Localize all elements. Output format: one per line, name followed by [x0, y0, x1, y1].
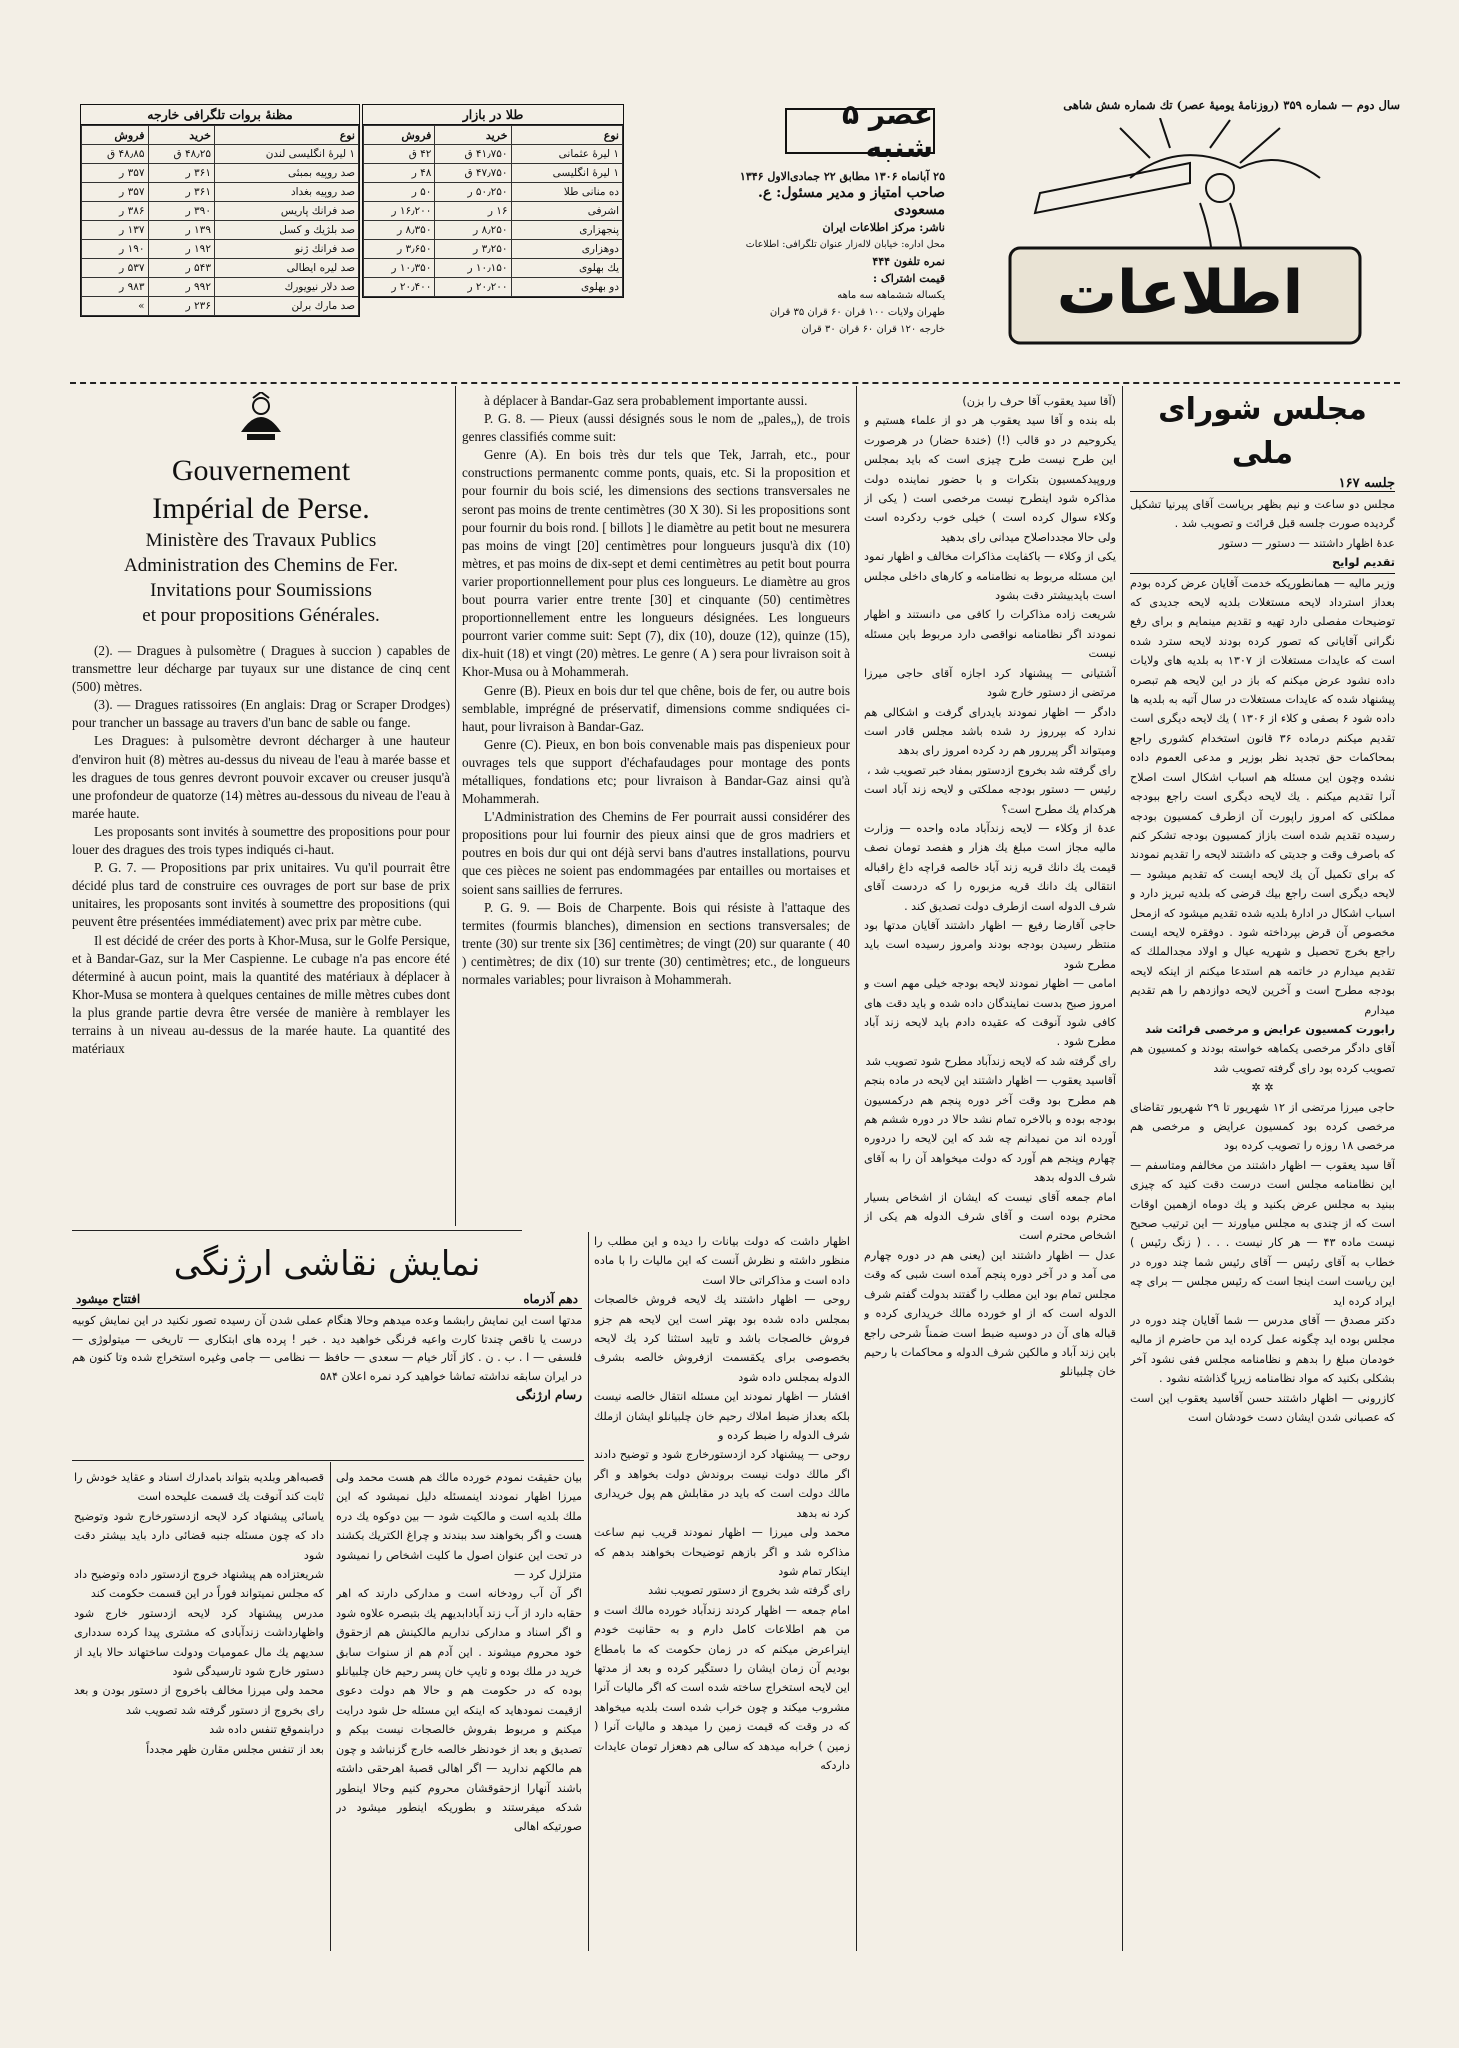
table-cell: ۴۸٫۲۵ ق	[148, 145, 214, 164]
day-title-box	[785, 98, 935, 164]
majlis-body	[1130, 495, 1395, 1428]
exhibition-opening: افتتاح میشود	[76, 1292, 141, 1306]
french-notice-continued	[462, 392, 850, 1222]
table-cell: ۲۰٫۲۰۰ ر	[435, 278, 511, 297]
paragraph: عدهٔ از وکلاء — لایحه زندآباد ماده واحده — وزارت مالیه مجاز است مبلغ یك هزار و هفصد تومان نصف قیمت یك دانك قریه زند آباد خالصه قراچه داغ راقباله انتقالی یك دانك قریه مزبوره را که دردست آقای شرف الدوله است ازطرف دولت تصدیق کند .	[864, 821, 1116, 913]
table-cell: ۴۸ ر	[364, 164, 435, 183]
paragraph: امامی — اظهار نمودند لایحه بودجه خیلی مهم است و امروز صبح بدست نمایندگان داده شده و باید دقت های کافی شود آنوقت که عقیده دادم باید لایحه زند آباد مطرح شود .	[864, 977, 1116, 1049]
table-cell: صد بلژیك و کسل	[214, 221, 358, 240]
table-cell: ۱۰٫۱۵۰ ر	[435, 259, 511, 278]
paragraph: P. G. 7. — Propositions par prix unitaires. Vu qu'il pourrait être décidé plus tard de construire ces ouvrages de port sur base de prix unitaires, les proposants sont invités à soumettre des propositions (qui peuvent être présentées immédiatement) avec prix par mètre cube.	[72, 860, 450, 930]
ornament-icon: ✲ ✲	[1251, 1081, 1274, 1095]
table-row	[364, 183, 623, 202]
table-cell: ۵۳۷ ر	[82, 259, 149, 278]
table-cell: ۱۶٫۲۰۰ ر	[364, 202, 435, 221]
paragraph: کازرونی — اظهار داشتند حسن آقاسید یعقوب این است که عصبانی شدن ایشان دست خودشان است	[1130, 1391, 1395, 1425]
table-cell: ده منانی طلا	[511, 183, 622, 202]
table-cell: ۳۵۷ ر	[82, 183, 149, 202]
paragraph: رئیس — دستور بودجه مملکتی و لایحه زند آباد است هرکدام یك مطرح است؟	[864, 783, 1116, 816]
paragraph: شریعت زاده مذاکرات را کافی می دانستند و اظهار نمودند اگر نظامنامه نواقصی دارد مربوط باین مسئله نیست	[864, 608, 1116, 661]
paragraph: محمد ولی میرزا — اظهار نمودند قریب نیم ساعت مذاکره شد و اگر بازهم توضیحات بخواهند بدهم که اینکار تمام شود	[594, 1526, 850, 1578]
table-row	[82, 145, 359, 164]
debate-column-4-body	[336, 1468, 582, 1837]
table-row	[364, 145, 623, 164]
paragraph: مدرس پیشنهاد کرد لایحه ازدستور خارج شود واظهارداشت زندآبادی که مشتری پیدا کرده سدداری سدیهم یك مال عمومیات ودولت ساختهاند حالا باید از دستور خارج شود تارسیدگی شود	[74, 1606, 324, 1679]
date-line: ۲۵ آبانماه ۱۳۰۶ مطابق ۲۲ جمادی‌الاول ۱۳۴۶	[739, 170, 945, 183]
paragraph: وزیر مالیه — همانطوریکه خدمت آقایان عرض کرده بودم بعداز استرداد لایحه مستغلات بلدیه لایحه جدیدی که توضیحات مفصلی دارد تهیه و تقدیم مینمایم و برای رفع نگرانی آقایانی که تصور کرده بودند لایحه سترد شده است که عایدات مستغلات از ۱۳۰۷ به بلدیه های ولایات داده نشود عرض میکنم که باز در این لایحه هم تبصره پیشنهاد شده که عایدات مستغلات در سال آتیه به بلدیه ها داده شود ۶ بصفی و کلاء از ۱۳۰۶ ) یك لایحه دیگری است تقدیم میکنم درماده ۳۶ قانون استخدام کشوری راجع بمحاکمات حق تجدید نظر بوزیر و مدعی العموم داده نشده وچون این مسئله هم اسباب اشکال است اصلاح آنرا تقدیم میکنم . یك لایحه دیگری است راجع ببودجه مملکتی که امروز راپورت آن ازطرف کمسیون بودجه رسیده تقدیم شده است بازاز کمسیون بودجه تشکر کنم که باصرف وقت و جدیتی که داشتند لایحه را تقدیم نمودند که برای تکمیل آن یك لایحه ایست که تقدیم میشود — لایحه دیگری است راجع بیك قرضی که بلدیه تبریز دارد و اسباب اشکال در ادارهٔ بلدیه شده تقدیم میشود که ازمحل مخصوص آن قرض بپرداخته شود . دوفقره لایحه ایست راجع بخرج تحصیل و شهریه عیال و اولاد مجدالملك که تقدیم میدارم در خاتمه هم استدعا میکنم از اینکه لایحه بودجه مطرح است و آخرین لایحه دوازدهم را هم تقدیم میدارم	[1130, 576, 1395, 1017]
paragraph: مجلس دو ساعت و نیم بظهر بریاست آقای پیرنیا تشکیل گردیده صورت جلسه قبل قرائت و تصویب شد .	[1130, 498, 1395, 531]
paragraph: یکی از وکلاء — باکفایت مذاکرات مخالف و اظهار نمود این مسئله مربوط به نظامنامه و کارهای داخلی مجلس است بایدبیشتر دقت بشود	[864, 550, 1116, 603]
majlis-title: مجلس شورای ملی	[1158, 392, 1367, 471]
paragraph: روحی — پیشنهاد کرد ازدستورخارج شود و توضیح دادند اگر مالك دولت نیست بروندش دولت بخواهد و اگر مالك دولت است که باید در مقابلش هم پول خریداری کرد نه بدهد	[594, 1448, 850, 1520]
gold-price-table	[362, 104, 624, 298]
table-row	[82, 183, 359, 202]
debate-column-3	[594, 1232, 850, 1947]
table-cell: »	[82, 297, 149, 316]
paragraph: à déplacer à Bandar-Gaz sera probablement importante aussi.	[484, 393, 808, 408]
paragraph: عدهٔ اظهار داشتند — دستور — دستور	[1218, 536, 1395, 550]
table-row	[82, 164, 359, 183]
issue-line: سال دوم — شماره ۳۵۹ (روزنامهٔ یومیهٔ عصر) تك شماره شش شاهی	[1063, 98, 1400, 112]
column-rule	[856, 386, 857, 1951]
office-line: محل اداره: خیابان لاله‌زار عنوان تلگرافی: اطلاعات	[745, 239, 945, 250]
paragraph: درابنموقع تنفس داده شد	[209, 1723, 324, 1737]
table-row	[364, 278, 623, 297]
table-cell: ۹۸۳ ر	[82, 278, 149, 297]
paragraph: حاجی میرزا مرتضی از ۱۲ شهریور تا ۲۹ شهریور تقاضای مرخصی کرده بود کمسیون عرایض و مرخصی هم مرخصی ۱۸ روزه را تصویب کرده بود	[1130, 1100, 1395, 1153]
table-row	[364, 259, 623, 278]
table-cell: صد دلار نیویورك	[214, 278, 358, 297]
table-cell: ۱۳۹ ر	[148, 221, 214, 240]
table-cell: صد فرانك ژنو	[214, 240, 358, 259]
subscription-abroad: خارجه ۱۲۰ قران ۶۰ قران ۳۰ قران	[801, 324, 945, 335]
section-heading: تقدیم لوایح	[1130, 553, 1395, 573]
debate-column-2-body	[864, 392, 1116, 1382]
paragraph: (2). — Dragues à pulsomètre ( Dragues à succion ) capables de transmettre leur décharge par tuyaux sur une distance de cinq cent (500) mètres.	[72, 643, 450, 695]
table-cell: ۹۹۲ ر	[148, 278, 214, 297]
table-cell: ۸٫۲۵۰ ر	[435, 221, 511, 240]
table-cell: صد مارك برلن	[214, 297, 358, 316]
debate-column-2	[864, 392, 1116, 1947]
table-cell: صد لیره ایطالی	[214, 259, 358, 278]
paragraph: Il est décidé de créer des ports à Khor-Musa, sur le Golfe Persique, et à Bandar-Gaz, sur la Mer Caspienne. Le cubage n'a pas encore été déterminé à aucun point, mais la quantité des matériaux à déplacer à Khor-Musa se montera à quelques centaines de mille mètres cubes dont la plus grande partie devra être versée de manière à remblayer les terrains à un niveau au-dessus de la marée haute. La quantité des matériaux	[72, 932, 450, 1057]
paragraph: اگر آن آب رودخانه است و مدارکی دارند که اهر حقابه دارد از آب زند آبادابدیهم یك بتبصره علاوه شود و اگر اسناد و مدارکی نداریم مالکینش هم ازحقوق خود محروم میشوند . این آدم هم از سنوات سابق خرید در ملك بوده و تایپ خان پسر رحیم خان چلبیانلو بوده که در حکومت هم و حالا هم دولت دعوی ازقیمت نمودهاید که اینکه این مسئله حل شود درایت میکنم و مربوط بفروش خالصجات نیست بیکم و تصدیق و بعد از خودنظر خالصه خارج گزنباشد و چون هم مالکهم ندارید — اگر اهالی قصبهٔ اهرحقی داشته باشند آنهارا ازحقوقشان محروم کنیم وحالا اینطور شدکه میفرستند و بطوریکه اینطور میشود در صورتیکه اهالی	[336, 1587, 582, 1834]
table-cell: ۱۹۲ ر	[148, 240, 214, 259]
table-cell: ۴۲ ق	[364, 145, 435, 164]
exhibition-signature: رسام ارژنگی	[515, 1388, 582, 1402]
debate-column-4	[336, 1468, 582, 1948]
table-row	[364, 221, 623, 240]
paragraph: رابورت کمسیون عرایض و مرخصی قرائت شد	[1145, 1022, 1395, 1036]
exhibition-ad	[72, 1236, 582, 1458]
gold-table-header	[364, 126, 623, 145]
majlis-column	[1130, 388, 1395, 1948]
table-row	[82, 297, 359, 316]
table-cell: ۳۶۱ ر	[148, 164, 214, 183]
table-cell: ۴۱٫۷۵۰ ق	[435, 145, 511, 164]
gold-table-grid	[363, 125, 623, 297]
exhibition-body: مدتها است این نمایش رابشما وعده میدهم وحالا هنگام عملی شدن آن رسیده تصور نکنید در این نمایش کوبیه درست یا ناقص چندتا کارت واعیه فرنگی خواهید دید . خیر ! پرده های ابتکاری — تاریخی — میتولوژی — فلسفی — ا . ب . ن . کاز آثار خیام — سعدی — حافظ — نظامی — جامی وغیره استخراج شده وتا کنون هم در ایران سابقه نداشته تماشا خواهید کرد نمره اعلان ۵۸۴	[72, 1314, 582, 1383]
masthead	[70, 90, 1400, 382]
paragraph: Les proposants sont invités à soumettre des propositions pour pour louer des dragues des trois types indiqués ci-haut.	[72, 823, 450, 858]
exchange-table-header	[82, 126, 359, 145]
persian-coat-of-arms-icon	[72, 392, 450, 452]
paragraph: بیان حقیقت نمودم خورده مالك هم هست محمد ولی میرزا اظهار نمودند اینمسئله دلیل نمیشود که این ملك بلدیه است و مالکیت شود — بین دوکوه یك دره هست و اگر بخواهند سد ببندند و چراغ الکتریك بکشند در تحت این عنوان اصول ما کلیت اشخاص را نمیشود متزلزل کرد —	[336, 1471, 582, 1582]
notice-sub-1: Ministère des Travaux Publics	[145, 530, 377, 551]
section-divider	[72, 1230, 522, 1231]
paragraph: رای گرفته شد بخروج ازدستور بمفاد خبر تصویب شد ،	[867, 763, 1116, 777]
masthead-divider	[70, 382, 1400, 384]
notice-sub-4: et pour propositions Générales.	[142, 605, 380, 626]
paragraph: شریعتزاده هم پیشنهاد خروج ازدستور داده وتوضیح داد که مجلس نمیتواند فوراً در این قسمت حکومت کند	[74, 1568, 324, 1601]
table-cell: ۳۵۷ ر	[82, 164, 149, 183]
paragraph: Genre (B). Pieux en bois dur tel que chêne, bois de fer, ou autre bois semblable, imprégné de préservatif, dimensions comme sndiquées ci-haut, pour livraison à Bandar-Gaz.	[462, 682, 850, 734]
phone-line: نمره تلفون ۴۴۴	[872, 255, 945, 268]
paragraph: امام جمعه — اظهار کردند زندآباد خورده مالك است و من هم اطلاعات کامل دارم و به حقانیت خودم اینراعرض میکنم که در زمان حکومت که ما بامطاع بودیم آن زمان ایشان را دستگیر کرده و بعد از مدتها این لایحه استخراج ساخته شده است که اگر مالیات آنرا مشروب میکند و چون خراب شده است بلدیه میخواهد که در وقت که قیمت زمین را میدهد و مالیات آنرا ( زمین ) خرابه میدهد که سالی هم دهعزار تومان عایدات داردکه	[594, 1603, 850, 1772]
paragraph: قصبه‌اهر وبلدیه بتواند بامدارك اسناد و عقاید خودش را ثابت کند آنوقت یك قسمت علیحده است	[74, 1471, 324, 1504]
gold-col-type: نوع	[511, 126, 622, 145]
notice-sub-2: Administration des Chemins de Fer.	[124, 555, 398, 576]
table-row	[82, 240, 359, 259]
logo	[980, 118, 1380, 358]
column-rule	[1122, 386, 1123, 1951]
table-row	[364, 240, 623, 259]
paragraph: روحی — اظهار داشتند یك لایحه فروش خالصجات بمجلس داده شده بود بهتر است این لایحه هم جزو فروش خالصجات باشد و تایید استثنا کرد یك لایحه بخصوصی برای یکقسمت ازفروش خالصه بشرف الدوله بمجلس داده شود	[594, 1293, 850, 1384]
exchange-table-grid	[81, 125, 359, 316]
paragraph: L'Administration des Chemins de Fer pourrait aussi considérer des propositions pour lui fournir des pieux ainsi que de gros madriers et poutres en bois dur qui ont déjà servi bans d'autres installations, pourvu que ces pièces ne soient pas endommagées par entailles ou mortaises et soient sans saillies de ferrures.	[462, 809, 850, 897]
paragraph: رای گرفته شد که لایحه زندآباد مطرح شود تصویب شد	[865, 1054, 1116, 1068]
french-notice	[72, 392, 450, 1222]
table-row	[82, 202, 359, 221]
table-cell: صد روپیه بغداد	[214, 183, 358, 202]
table-cell: صد روپیه بمبئی	[214, 164, 358, 183]
debate-column-5	[74, 1468, 324, 1948]
notice-title-2: Impérial de Perse.	[152, 492, 370, 525]
table-cell: ۸٫۳۵۰ ر	[364, 221, 435, 240]
exchange-rate-table	[80, 104, 360, 317]
column-rule	[455, 386, 456, 1226]
exhibition-title: نمایش نقاشی ارژنگی	[173, 1244, 481, 1284]
notice-title-1: Gouvernement	[171, 454, 351, 487]
paragraph: P. G. 9. — Bois de Charpente. Bois qui résiste à l'attaque des termites (fourmis blanches), dimension en sections transversales; de trente (30) sur trente six [36] centimètres; de vingt (20) sur quarante ( 40 ) centimètres; de dix (10) sur trente (30) centimètres; etc., de longueurs normales variables; pour livraison à Mohammerah.	[462, 899, 850, 987]
paragraph: افشار — اظهار نمودند این مسئله انتقال خالصه نیست بلکه بعداز ضبط املاك رحیم خان چلبیانلو ایشان ازملك شرف الدوله را ضبط کرده و	[594, 1390, 850, 1443]
gold-table-title: طلا در بازار	[363, 105, 623, 125]
table-cell: پنجهزاری	[511, 221, 622, 240]
table-cell: ۴۷٫۷۵۰ ق	[435, 164, 511, 183]
paragraph: بعد از تنفس مجلس مقارن ظهر مجدداً	[146, 1742, 324, 1756]
debate-column-3-body	[594, 1232, 850, 1775]
exhibition-date: دهم آذرماه	[523, 1292, 578, 1306]
paragraph: محمد ولی میرزا مخالف باخروج از دستور بودن و بعد رای بخروج از دستور گرفته شد تصویب شد	[74, 1684, 324, 1717]
column-rule	[588, 1232, 589, 1951]
owner-line: صاحب امتیاز و مدیر مسئول: ع. مسعودی	[757, 185, 945, 218]
table-row	[364, 202, 623, 221]
table-row	[82, 259, 359, 278]
table-row	[82, 278, 359, 297]
paragraph: Genre (C). Pieux, en bon bois convenable mais pas dispenieux pour ouvrages tels que support d'échafaudages pour montage des ponts métalliques, fondations etc; pour livraison à Bandar-Gaz ainsi qu'à Mohammerah.	[462, 736, 850, 807]
paragraph: (3). — Dragues ratissoires (En anglais: Drag or Scraper Drodges) pour trancher un bassage au travers d'un banc de sable ou fange.	[72, 697, 450, 731]
paragraph: بله بنده و آقا سید یعقوب هر دو از علماء هستیم و یکروحیم در دو قالب (!) (خندهٔ حضار) در هرصورت این طرح نیست طرح چیزی است که باید بمجلس وروپیدکمسیون بتکرات و با حضور نماینده دولت مذاکره شود اینطرح نیست مرخصی است ( یکی از وکلاء سوال کرده است ) خیلی خوب ردکرده است ولی حالا مجدداصلاح میدانی رای بدهید	[864, 414, 1116, 544]
table-cell: ۴۸٫۸۵ ق	[82, 145, 149, 164]
table-cell: ۳۸۶ ر	[82, 202, 149, 221]
notice-body-a	[72, 642, 450, 1058]
paragraph: آشتیانی — پیشنهاد کرد اجازه آقای حاجی میرزا مرتضی از دستور خارج شود	[864, 666, 1116, 700]
exchange-col-sell: فروش	[82, 126, 149, 145]
table-cell: ۲۳۶ ر	[148, 297, 214, 316]
table-row	[364, 164, 623, 183]
table-cell: ۳٫۲۵۰ ر	[435, 240, 511, 259]
table-cell: ۱۳۷ ر	[82, 221, 149, 240]
day-title: عصر ۵ شنبه	[842, 98, 933, 164]
table-cell: ۱۶ ر	[435, 202, 511, 221]
table-cell: ۱۹۰ ر	[82, 240, 149, 259]
table-cell: صد فرانك پاریس	[214, 202, 358, 221]
exchange-col-buy: خرید	[148, 126, 214, 145]
column-rule	[330, 1462, 331, 1951]
subscription-header: یکساله ششماهه سه ماهه	[837, 290, 945, 301]
table-cell: ۳٫۶۵۰ ر	[364, 240, 435, 259]
table-cell: ۱۰٫۳۵۰ ر	[364, 259, 435, 278]
paragraph: (آقا سید یعقوب آقا حرف را بزن)	[962, 395, 1116, 408]
exchange-col-type: نوع	[214, 126, 358, 145]
table-cell: ۳۶۱ ر	[148, 183, 214, 202]
table-cell: ۱ لیرهٔ انگلیسی لندن	[214, 145, 358, 164]
table-cell: ۱ لیرهٔ انگلیسی	[511, 164, 622, 183]
exchange-table-title: مظنهٔ بروات تلگرافی خارجه	[81, 105, 359, 125]
table-cell: اشرفی	[511, 202, 622, 221]
paragraph: یاسائی پیشنهاد کرد لایحه ازدستورخارج شود وتوضیح داد که چون مسئله جنبه قضائی دارد باید بیشتر دقت شود	[74, 1509, 324, 1562]
gold-col-sell: فروش	[364, 126, 435, 145]
paragraph: امام جمعه آقای نیست که ایشان از اشخاص بسیار محترم بوده است و آقای شرف الدوله هم یکی از اشخاص محترم است	[864, 1190, 1116, 1243]
notice-sub-3: Invitations pour Soumissions	[150, 580, 372, 601]
paragraph: Genre (A). En bois très dur tels que Tek, Jarrah, etc., pour constructions permanentc comme ponts, quais, etc. Si la proposition et pour fournir du bois scié, les dimensions des sections transversales ne seront pas moins de trente centimètres (30 X 30). Si les propositions sont pour fournir du bois rond. [ billots ] le diamètre au petit bout ne mesurera pas moins de vingt [20] centimètres pour longueurs jusqu'à dix (10) mètres, et pas moins de dix-sept et demi centimètres au petit bout pourra varier proportionnellement pour plus ces longueurs. Le diamètre au gros bout pourra varier entre trente [30] et cinquante (50) centimètres proportionnellement entre les longueurs désignées. Les longueurs pourront varier comme suit: Sept (7), dix (10), douze (12), quinze (15), dix-huit (18) et vingt (20) mètres. Le genre ( A ) sera pour livraison soit à Khor-Musa ou à Mohammerah.	[462, 447, 850, 680]
table-cell: ۳۹۰ ر	[148, 202, 214, 221]
table-cell: ۱ لیرهٔ عثمانی	[511, 145, 622, 164]
gold-col-buy: خرید	[435, 126, 511, 145]
paragraph: آقای دادگر مرخصی یکماهه خواسته بودند و کمسیون هم تصویب کرده بود رای گرفته تصویب شد	[1130, 1042, 1395, 1075]
table-cell: ۵۴۳ ر	[148, 259, 214, 278]
table-cell: دو بهلوی	[511, 278, 622, 297]
table-row	[82, 221, 359, 240]
paragraph: Les Dragues: à pulsomètre devront décharger à une hauteur d'environ huit (8) mètres au-dessus du niveau de l'eau à marée basse et les dragues de tous genres devront pouvoir excaver ou creuser jusqu'à une profondeur de quatorze (14) mètres au-dessous du niveau de l'eau à marée haute.	[72, 733, 450, 821]
table-cell: ۵۰٫۲۵۰ ر	[435, 183, 511, 202]
table-cell: دوهزاری	[511, 240, 622, 259]
majlis-session: جلسه ۱۶۷	[1130, 476, 1395, 492]
paragraph: دکتر مصدق — آقای مدرس — شما آقایان چند دوره در مجلس بوده اید چگونه عمل کرده اید من حاضرم از مالیه خودمان مبلغ را بدهم و نظامنامه مجلس ففی نشود آخر بشکلی بکنید که مواد نظامنامه زیرپا گذاشته نشود .	[1130, 1314, 1395, 1386]
paragraph: رای گرفته شد بخروج از دستور تصویب نشد	[648, 1584, 850, 1598]
table-cell: ۵۰ ر	[364, 183, 435, 202]
paragraph: آقا سید یعقوب — اظهار داشتند من مخالفم ومتاسفم — این نظامنامه مجلس است درست دقت کنید که چیزی ببنید به مجلس عرض بکنید و یك دوماه ازهمین اوقات است که از چندی به مجلس میاورند — این ترتیب صحیح نیست ماده ۴۳ — هر کار نیست . . . ( زنگ رئیس ) خطاب به آقای رئیس — آقای رئیس شما چند دوره در این ریاست است اینجا است که رئیس مجلس — برای چه ایراد کرده اید	[1130, 1158, 1395, 1308]
section-divider	[72, 1460, 584, 1461]
logo-wordmark: اطلاعات	[1056, 258, 1304, 328]
publisher-line: ناشر: مرکز اطلاعات ایران	[822, 221, 945, 234]
paragraph: دادگر — اظهار نمودند بایدرای گرفت و اشکالی هم ندارد که بپرروز رد شده باشد مجلس قادر است ومیتواند اگر پیررور هم رد کرده امروز رای بدهد	[864, 705, 1116, 758]
paragraph: اظهار داشت که دولت بیانات را دیده و این مطلب را منظور داشته و نظرش آنست که این مالیات را با ماده داده است و مذاکراتی حالا است	[594, 1235, 850, 1287]
debate-column-5-body	[74, 1468, 324, 1759]
paragraph: P. G. 8. — Pieux (aussi désignés sous le nom de „pales„), de trois genres classifiés comme suit:	[462, 411, 850, 445]
table-cell: یك بهلوی	[511, 259, 622, 278]
subscription-label: قیمت اشتراک :	[872, 272, 945, 285]
paragraph: حاجی آقارضا رفیع — اظهار داشتند آقایان مدتها بود منتظر رسیدن بودجه بودند وامروز رسیده است باید مطرح شود	[864, 918, 1116, 971]
paragraph: عدل — اظهار داشتند این (یعنی هم در دوره چهارم می آمد و در آخر دوره پنجم آمده است شبی که وقت مجلس تمام بود این مطلب را گفتند بدولت گفتم شرف الدوله است که از او خورده مالك خریداری کرده و قباله های آن در دوسیه ضبط است ضمناً شرحی راجع باین زند آباد و مالکین شرف الدوله و محاکمات با رحیم خان چلبیانلو	[864, 1248, 1116, 1379]
paragraph: آقاسید یعقوب — اظهار داشتند این لایحه در ماده بنجم هم مطرح بود وقت آخر دوره پنجم هم درکمسیون بودجه بوده و بالاخره تمام نشد حالا در دوره ششم هم آورده اند من نمیدانم چه شد که این لایحه را دردوره چهارم وپنجم هم آورد که دولت میخواهد آن را به آقای شرف الدوله بدهد	[864, 1074, 1116, 1185]
table-cell: ۲۰٫۴۰۰ ر	[364, 278, 435, 297]
subscription-tehran: طهران ولایات ۱۰۰ قران ۶۰ قران ۳۵ قران	[769, 307, 945, 318]
